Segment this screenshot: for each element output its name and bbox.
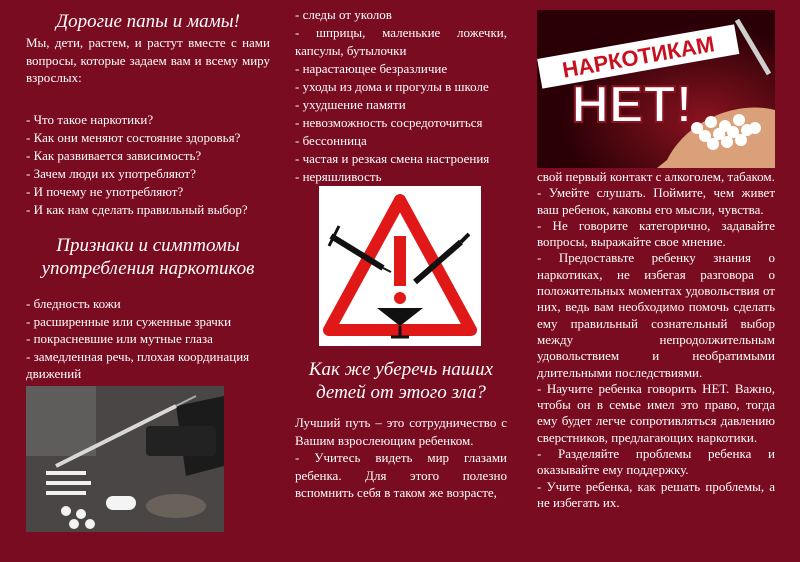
paragraph: - Умейте слушать. Поймите, чем живет ваш ребенок, каковы его мысли, чувства. <box>537 185 775 217</box>
list-item: - Как развивается зависимость? <box>26 148 202 163</box>
paragraph: - Разделяйте проблемы ребенка и оказывайте ему поддержку. <box>537 446 775 478</box>
middle-text-block <box>295 414 507 502</box>
list-item: - Зачем люди их употребляют? <box>26 166 196 181</box>
list-item: - бессонница <box>295 133 367 148</box>
list-item: - Что такое наркотики? <box>26 112 154 127</box>
list-item: - невозможность сосредоточиться <box>295 115 483 130</box>
list-item: - шприцы, маленькие ложечки, капсулы, бутылочки <box>295 25 507 58</box>
list-item: - расширенные или суженные зрачки <box>26 313 232 329</box>
symptoms-list <box>295 6 507 186</box>
paragraph: - Предоставьте ребенку знания о наркотиках, не избегая разговора о положительных моментах удовольствия от них, ведь вам необходимо помочь сделать ему правильный сознательный выбор между непродолжительным удовольствием и необратимыми длительными последствиями. <box>537 250 775 380</box>
right-text-block <box>537 169 775 511</box>
signs-list <box>26 295 270 383</box>
intro-paragraph: Мы, дети, растем, и растут вместе с нами вопросы, которые задаем вам и всему миру взрослых: <box>26 35 270 85</box>
questions-list <box>26 111 270 219</box>
list-item: - уходы из дома и прогулы в школе <box>295 79 489 94</box>
signs-title: Признаки и симптомы употребления наркотиков <box>41 235 255 279</box>
paragraph: - Учитесь видеть мир глазами ребенка. Для этого полезно вспомнить себя в таком же возрасте, <box>295 450 507 500</box>
warning-triangle-icon <box>319 186 481 346</box>
list-item: - замедленная речь, плохая координация движений <box>26 348 250 381</box>
list-item: - И почему не употребляют? <box>26 184 184 199</box>
list-item: - нарастающее безразличие <box>295 61 448 76</box>
drugs-photo-illustration <box>26 386 224 532</box>
list-item: - частая и резкая смена настроения <box>295 151 490 166</box>
list-item: - следы от уколов <box>295 7 392 22</box>
list-item: - покрасневшие или мутные глаза <box>26 331 213 346</box>
paragraph: Лучший путь – это сотрудничество с Вашим взрослеющим ребенком. <box>295 415 507 448</box>
paragraph: - Учите ребенка, как решать проблемы, а не избегать их. <box>537 478 775 510</box>
list-item: - Как они меняют состояние здоровья? <box>26 130 241 145</box>
no-drugs-banner-illustration <box>537 10 775 168</box>
drugs-photo <box>26 386 224 532</box>
list-item: - И как нам сделать правильный выбор? <box>26 202 248 217</box>
paragraph: свой первый контакт с алкоголем, табаком. <box>537 169 775 184</box>
greeting-title: Дорогие папы и мамы! <box>56 11 240 32</box>
list-item: - неряшливость <box>295 169 382 184</box>
warning-sign-image <box>319 186 481 346</box>
question-title: Как же уберечь наших детей от этого зла? <box>308 359 494 403</box>
list-item: - бледность кожи <box>26 296 121 311</box>
banner-line1: НАРКОТИКАМ <box>560 31 717 83</box>
list-item: - ухудшение памяти <box>295 97 406 112</box>
banner-line2: НЕТ! <box>571 76 693 134</box>
paragraph: - Не говорите категорично, задавайте вопросы, выражайте свое мнение. <box>537 217 775 250</box>
paragraph: - Научите ребенка говорить НЕТ. Важно, чтобы он в семье имел это право, тогда ему будет легче сопротивляться давлению сверстников, предлагающих наркотики. <box>537 380 775 445</box>
no-drugs-banner <box>537 10 775 168</box>
